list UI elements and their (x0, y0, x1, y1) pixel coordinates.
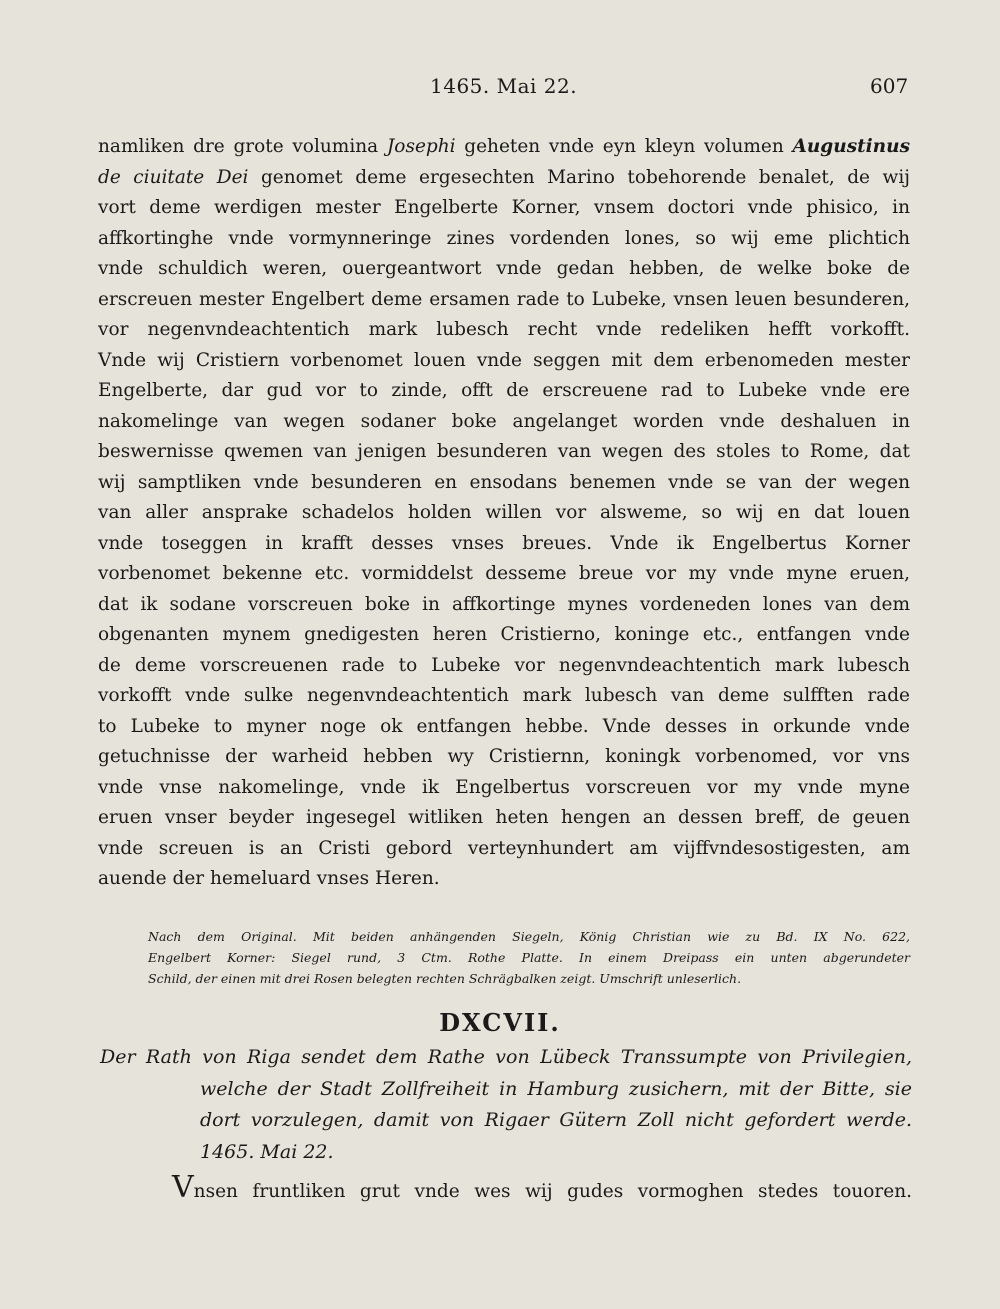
text-line: de deme vorscreuenen rade to Lubeke vor negenvndeachtentich mark lubesch (98, 654, 910, 676)
text-line: vor negenvndeachtentich mark lubesch recht vnde redeliken hefft vorkofft. (98, 319, 910, 340)
initial-letter: V (172, 1170, 194, 1205)
text-line: eruen vnser beyder ingesegel witliken heten hengen an dessen breff, de geuen (98, 807, 910, 828)
text-line: vnde screuen is an Cristi gebord verteynhundert am vijffvndesostigesten, am (98, 837, 910, 859)
text-line: auende der hemeluard vnses Heren. (98, 868, 440, 889)
note-line: Engelbert Korner: Siegel rund, 3 Ctm. Rothe Platte. In einem Dreipass ein unten abgerundeter (148, 950, 910, 965)
text-line: namliken dre grote volumina Josephi geheten vnde eyn kleyn volumen Augustinus (98, 136, 910, 157)
text-line: vnde vnse nakomelinge, vnde ik Engelbertus vorscreuen vor my vnde myne (98, 776, 910, 798)
text-line: dat ik sodane vorscreuen boke in affkortinge mynes vordeneden lones van dem (98, 593, 910, 615)
text-line: to Lubeke to myner noge ok entfangen hebbe. Vnde desses in orkunde vnde (98, 715, 910, 737)
text-line: erscreuen mester Engelbert deme ersamen rade to Lubeke, vnsen leuen besunderen, (98, 288, 910, 310)
source-note (148, 926, 910, 989)
text-line: obgenanten mynem gnedigesten heren Cristierno, koninge etc., entfangen vnde (98, 624, 910, 645)
page-number: 607 (870, 74, 909, 98)
note-line: Schild, der einen mit drei Rosen belegten rechten Schrägbalken zeigt. Umschrift unleserlich. (148, 971, 742, 986)
note-line: Nach dem Original. Mit beiden anhängenden Siegeln, König Christian wie zu Bd. IX No. 622, (148, 929, 910, 944)
regest-line: Der Rath von Riga sendet dem Rathe von Lübeck Transsumpte von Privilegien, (100, 1046, 912, 1068)
text-line: getuchnisse der warheid hebben wy Cristiernn, koningk vorbenomed, vor vns (98, 746, 910, 767)
running-head-date: 1465. Mai 22. (430, 74, 578, 98)
regest-line: welche der Stadt Zollfreiheit in Hamburg zusichern, mit der Bitte, sie (200, 1077, 912, 1100)
text-line: vorbenomet bekenne etc. vormiddelst desseme breue vor my vnde myne eruen, (98, 563, 910, 584)
text-line: van aller ansprake schadelos holden willen vor alsweme, so wij en dat louen (98, 502, 910, 523)
charter-text (98, 132, 910, 895)
text-line: beswernisse qwemen van jenigen besunderen van wegen des stoles to Rome, dat (98, 441, 910, 462)
running-head (0, 74, 1000, 104)
regest (100, 1042, 912, 1168)
text-line: vorkofft vnde sulke negenvndeachtentich mark lubesch van deme sulfften rade (98, 685, 910, 706)
text-line: vnde schuldich weren, ouergeantwort vnde gedan hebben, de welke boke de (98, 258, 910, 279)
text-line: vort deme werdigen mester Engelberte Korner, vnsem doctori vnde phisico, in (98, 197, 910, 218)
regest-line: dort vorzulegen, damit von Rigaer Gütern Zoll nicht gefordert werde. (200, 1109, 912, 1131)
text-line: Vnde wij Cristiern vorbenomet louen vnde seggen mit dem erbenomeden mester (98, 349, 910, 371)
text-line: Engelberte, dar gud vor to zinde, offt de erscreuene rad to Lubeke vnde ere (98, 380, 910, 401)
document-number: DXCVII. (439, 1008, 561, 1037)
letter-opening (172, 1170, 912, 1208)
opening-text: nsen fruntliken grut vnde wes wij gudes vormoghen stedes touoren. (193, 1181, 912, 1202)
text-line: nakomelinge van wegen sodaner boke angelanget worden vnde deshaluen in (98, 410, 910, 432)
regest-line: 1465. Mai 22. (200, 1140, 334, 1163)
text-line: de ciuitate Dei genomet deme ergesechten Marino tobehorende benalet, de wij (98, 166, 910, 188)
text-line: wij samptliken vnde besunderen en ensodans benemen vnde se van der wegen (98, 471, 910, 493)
text-line: vnde toseggen in krafft desses vnses breues. Vnde ik Engelbertus Korner (98, 532, 910, 554)
text-line: affkortinghe vnde vormynneringe zines vordenden lones, so wij eme plichtich (98, 227, 910, 249)
